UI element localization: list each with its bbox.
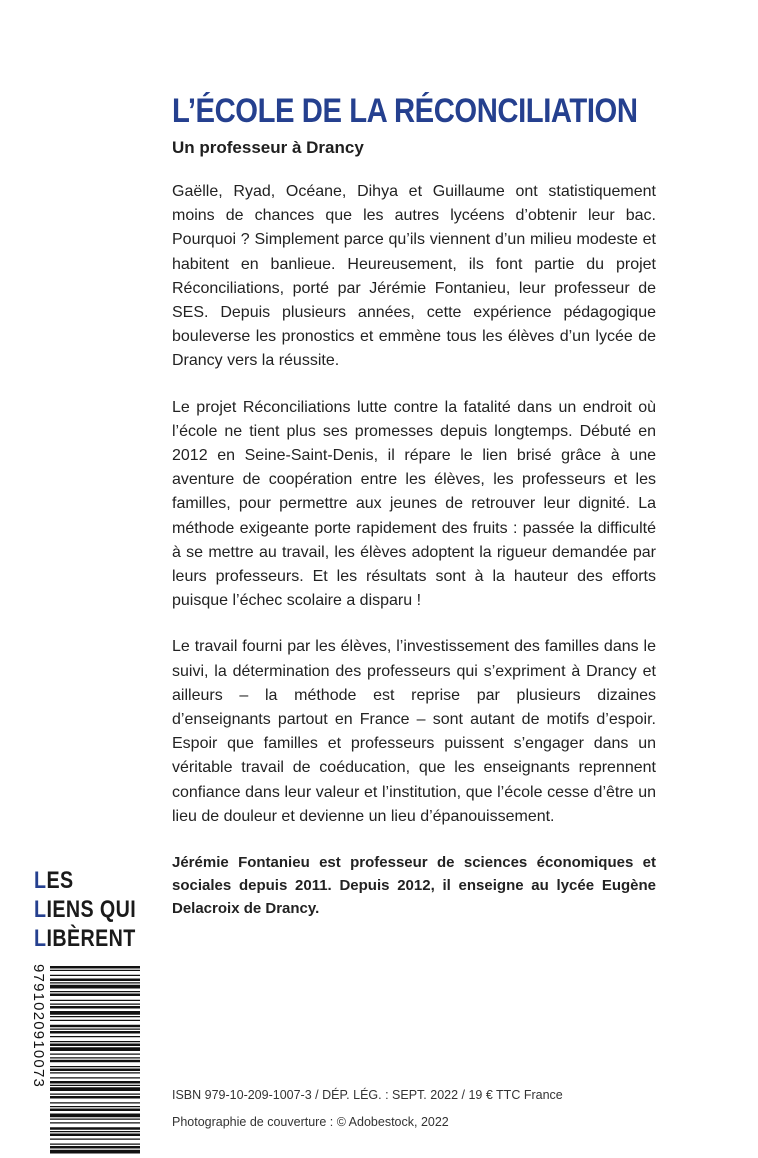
book-subtitle: Un professeur à Drancy	[172, 138, 364, 157]
barcode-bar	[50, 1057, 140, 1058]
barcode-bar	[50, 1054, 140, 1055]
barcode-digits: 9791020910073	[30, 964, 47, 1089]
publisher-logo-line-3: LIBÈRENT	[34, 925, 136, 952]
publisher-logo	[34, 866, 136, 953]
barcode-bar	[50, 1060, 140, 1063]
barcode-bar	[50, 1114, 140, 1118]
barcode-bar	[50, 1144, 140, 1145]
photo-credit: Photographie de couverture : © Adobestock, 2022	[172, 1115, 449, 1129]
isbn-barcode	[24, 962, 144, 1158]
barcode-bar	[50, 1150, 140, 1154]
barcode-bar	[50, 1119, 140, 1120]
barcode-bar	[50, 1077, 140, 1078]
barcode-bar	[50, 1146, 140, 1149]
barcode-bar	[50, 1006, 140, 1009]
barcode-bar	[50, 1085, 140, 1086]
barcode-bar	[50, 970, 140, 971]
barcode-bar	[50, 1036, 140, 1037]
barcode-bar	[50, 966, 140, 969]
barcode-bar	[50, 991, 140, 992]
barcode-bar	[50, 1025, 140, 1028]
barcode-bar	[50, 1087, 140, 1091]
book-title: L’ÉCOLE DE LA RÉCONCILIATION	[172, 92, 638, 130]
blurb-paragraph-3: Le travail fourni par les élèves, l’investissement des familles dans le suivi, la détermination des professeurs qui s’expriment à Drancy et ailleurs – la méthode est reprise par plusieurs dizaines d’enseignants partout en France – sont autant de motifs d’espoir. Espoir que familles et professeurs puissent s’engager dans un véritable travail de coéducation, que les enseignants reprennent confiance dans leur valeur et l’institution, que l’école cesse d’être un lieu de douleur et devienne un lieu d’épanouissement.	[172, 638, 656, 825]
barcode-bar	[50, 1029, 140, 1030]
barcode-bar	[50, 1094, 140, 1095]
barcode-bar	[50, 1044, 140, 1047]
barcode-bar	[50, 982, 140, 983]
barcode-graphic	[24, 962, 144, 1158]
blurb-paragraph-1: Gaëlle, Ryad, Océane, Dihya et Guillaume ont statistiquement moins de chances que les autres lycéens d’obtenir leur bac. Pourquoi ? Simplement parce qu’ils viennent d’un milieu modeste et habitent en banlieue. Heureusement, ils font partie du projet Réconciliations, porté par Jérémie Fontanieu, leur professeur de SES. Depuis plusieurs années, cette expérience pédagogique bouleverse les pronostics et emmène tous les élèves d’un lycée de Drancy vers la réussite.	[172, 183, 656, 370]
blurb	[172, 180, 656, 942]
barcode-bar	[50, 1041, 140, 1042]
barcode-bar	[50, 1066, 140, 1067]
barcode-bar	[50, 1004, 140, 1005]
barcode-bar	[50, 1096, 140, 1099]
barcode-bar	[50, 1122, 140, 1123]
barcode-bar	[50, 1031, 140, 1034]
publisher-logo-line-1: LES	[34, 867, 74, 894]
barcode-bar	[50, 1000, 140, 1001]
barcode-bar	[50, 1127, 140, 1130]
blurb-paragraph-2: Le projet Réconciliations lutte contre la fatalité dans un endroit où l’école ne tient plus ses promesses depuis longtemps. Débuté en 2012 en Seine-Saint-Denis, il répare le lien brisé grâce à une aventure de coopération entre les élèves, les professeurs et les familles, pour permettre aux jeunes de retrouver leur dignité. La méthode exigeante porte rapidement des fruits : passée la difficulté à se mettre au travail, les élèves adoptent la rigueur demandée par leurs professeurs. Et les résultats sont à la hauteur des efforts puisque l’échec scolaire a disparu !	[172, 398, 656, 610]
barcode-bar	[50, 975, 140, 976]
barcode-bar	[50, 985, 140, 989]
publisher-logo-line-2: LIENS QUI	[34, 896, 137, 923]
barcode-bar	[50, 1139, 140, 1140]
barcode-bar	[50, 1134, 140, 1137]
barcode-bar	[50, 1109, 140, 1112]
barcode-bar	[50, 994, 140, 997]
barcode-bar	[50, 1011, 140, 1015]
barcode-bar	[50, 1069, 140, 1072]
barcode-bar	[50, 1106, 140, 1107]
barcode-bar	[50, 1020, 140, 1021]
barcode-bar	[50, 1047, 140, 1051]
barcode-bar	[50, 1016, 140, 1017]
barcode-bar	[50, 1081, 140, 1084]
isbn-legal-line: ISBN 979-10-209-1007-3 / DÉP. LÉG. : SEPT. 2022 / 19 € TTC France	[172, 1088, 563, 1102]
barcode-bar	[50, 1072, 140, 1073]
barcode-bar	[50, 979, 140, 982]
author-bio: Jérémie Fontanieu est professeur de sciences économiques et sociales depuis 2011. Depuis 2012, il enseigne au lycée Eugène Delacroix de Drancy.	[172, 854, 656, 918]
barcode-bar	[50, 1131, 140, 1132]
barcode-bar	[50, 1102, 140, 1103]
